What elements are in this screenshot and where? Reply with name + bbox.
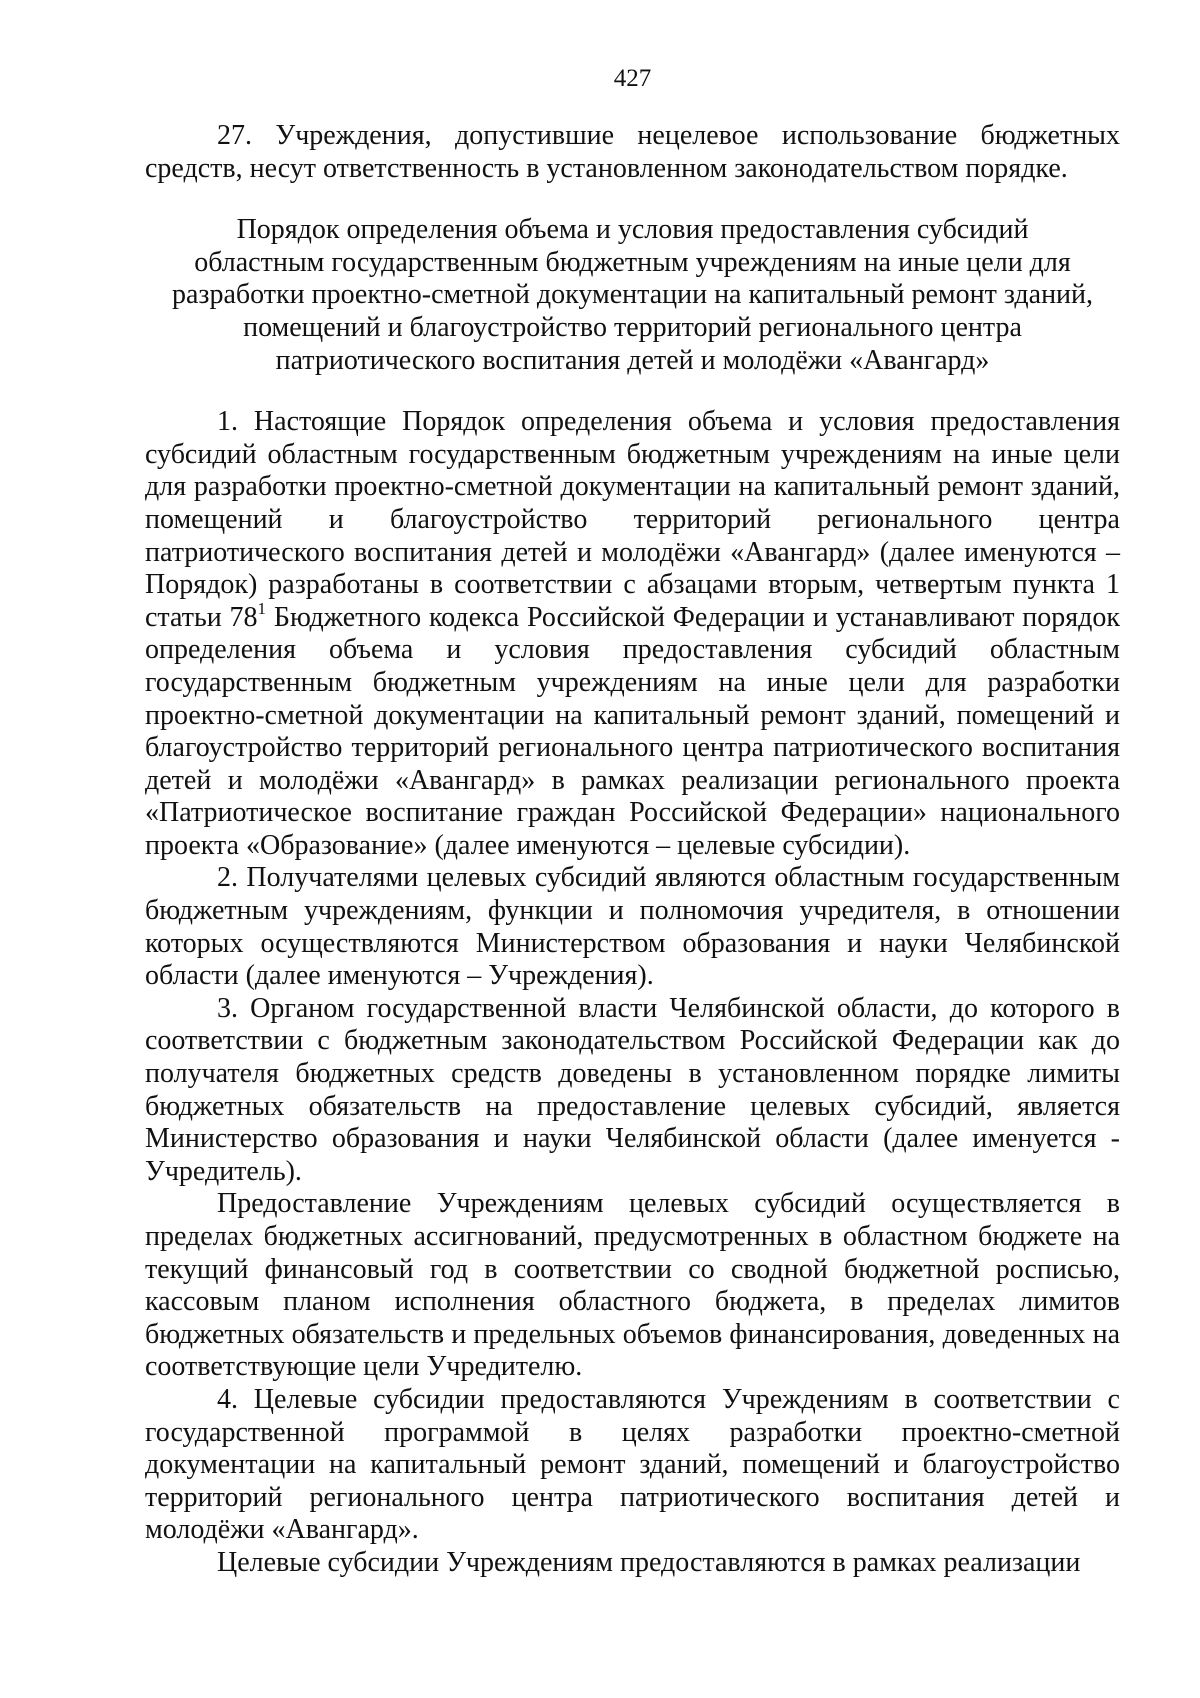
- item-4-second-paragraph: Целевые субсидии Учреждениям предоставляются в рамках реализации: [217, 1546, 1081, 1578]
- item-3-paragraph: 3. Органом государственной власти Челябинской области, до которого в соответствии с бюджетным законодательством Российской Федерации как до получателя бюджетных средств доведены в установленном порядке лимиты бюджетных обязательств на предоставление целевых субсидий, является Министерство образования и науки Челябинской области (далее именуется - Учредитель).: [145, 992, 1120, 1187]
- item-1-text-start: 1. Настоящие Порядок определения объема и условия предоставления субсидий областным государственным бюджетным учреждениям на иные цели для разработки проектно-сметной документации на капитальный ремонт зданий, помещений и благоустройство территорий регионального центра патриотического воспитания детей и молодёжи «Авангард» (далее именуются – Порядок) разработаны в соответствии с абзацами вторым, четвертым пункта 1 статьи 78: [145, 406, 1120, 633]
- heading-line-5: патриотического воспитания детей и молодёжи «Авангард»: [275, 344, 990, 376]
- heading-line-3: разработки проектно-сметной документации на капитальный ремонт зданий,: [171, 279, 1094, 311]
- item-2-paragraph: 2. Получателями целевых субсидий являются областным государственным бюджетным учреждениям, функции и полномочия учредителя, в отношении которых осуществляются Министерством образования и науки Челябинской области (далее именуются – Учреждения).: [145, 862, 1120, 992]
- heading-line-1: Порядок определения объема и условия предоставления субсидий: [236, 214, 1029, 246]
- section-heading: [145, 214, 1120, 377]
- article-superscript: 1: [257, 598, 267, 618]
- item-1-text-end: Бюджетного кодекса Российской Федерации и устанавливают порядок определения объема и условия предоставления субсидий областным государственным бюджетным учреждениям на иные цели для разработки проектно-сметной документации на капитальный ремонт зданий, помещений и благоустройство территорий регионального центра патриотического воспитания детей и молодёжи «Авангард» в рамках реализации регионального проекта «Патриотическое воспитание граждан Российской Федерации» национального проекта «Образование» (далее именуются – целевые субсидии).: [145, 601, 1120, 861]
- item-27-paragraph: 27. Учреждения, допустившие нецелевое использование бюджетных средств, несут ответственность в установленном законодательством порядке.: [145, 120, 1120, 184]
- document-page: [145, 64, 1120, 1580]
- item-4-paragraph: 4. Целевые субсидии предоставляются Учреждениям в соответствии с государственной программой в целях разработки проектно-сметной документации на капитальный ремонт зданий, помещений и благоустройство территорий регионального центра патриотического воспитания детей и молодёжи «Авангард».: [145, 1383, 1120, 1546]
- item-3-second-paragraph: Предоставление Учреждениям целевых субсидий осуществляется в пределах бюджетных ассигнований, предусмотренных в областном бюджете на текущий финансовый год в соответствии со сводной бюджетной росписью, кассовым планом исполнения областного бюджета, в пределах лимитов бюджетных обязательств и предельных объемов финансирования, доведенных на соответствующие цели Учредителю.: [145, 1188, 1120, 1383]
- item-1-paragraph: [145, 406, 1120, 862]
- heading-line-4: помещений и благоустройство территорий регионального центра: [243, 311, 1022, 343]
- page-number: 427: [613, 65, 652, 92]
- heading-line-2: областным государственным бюджетным учреждениям на иные цели для: [194, 246, 1071, 278]
